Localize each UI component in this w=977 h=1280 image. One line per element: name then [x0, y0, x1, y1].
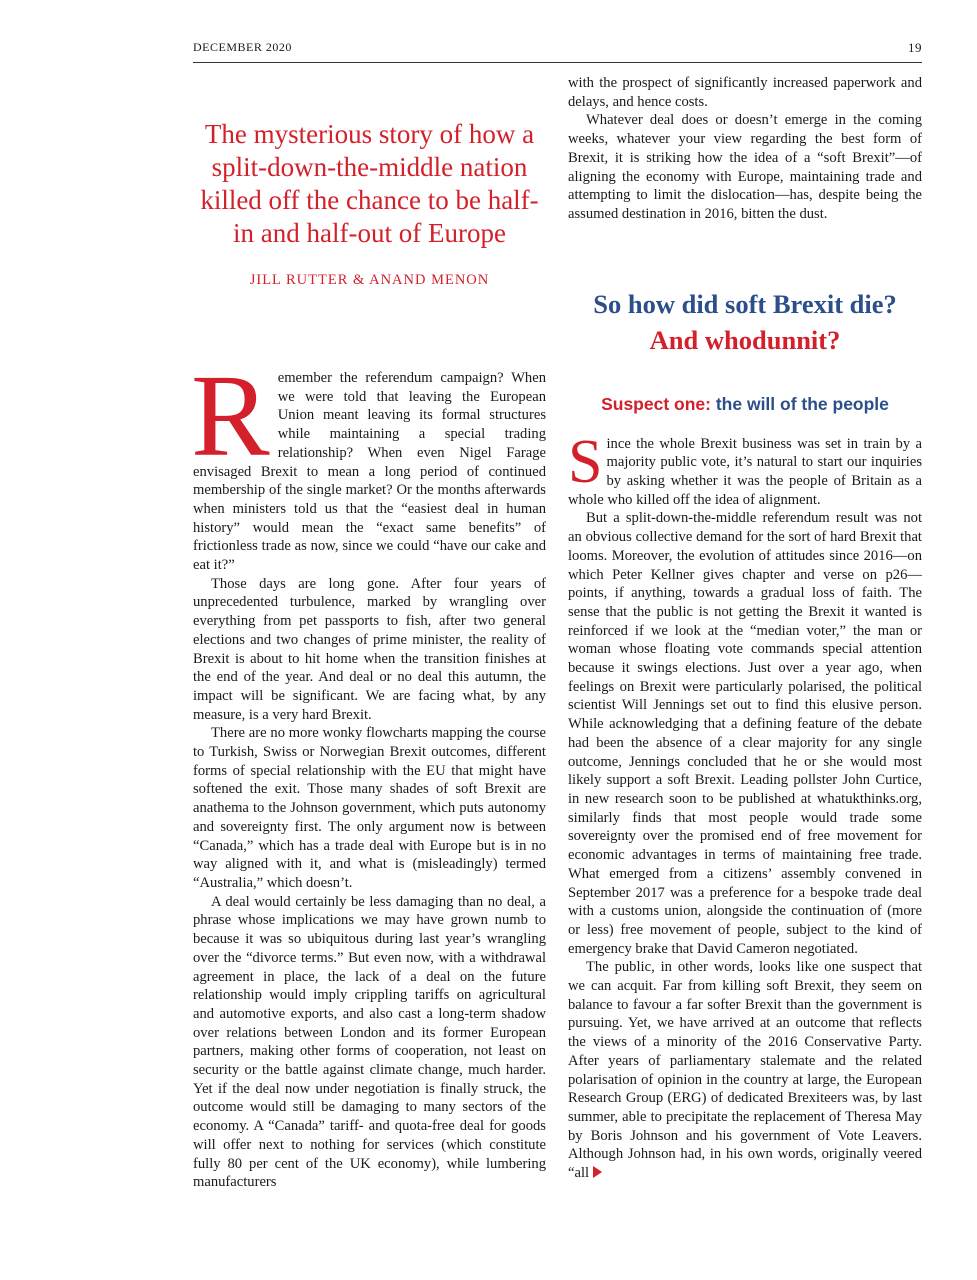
- section-title-line1: So how did soft Brexit die?: [593, 288, 897, 319]
- dropcap-r: R: [191, 350, 270, 481]
- article-headline: The mysterious story of how a split-down-the-middle nation killed off the chance to be half-in and half-out of Europe: [200, 119, 539, 248]
- paragraph: Since the whole Brexit business was set in train by a majority public vote, it’s natural to start our inquiries by asking whether it was the people of Britain as a whole who killed off the idea of alignment.: [568, 427, 922, 508]
- paragraph: There are no more wonky flowcharts mapping the course to Turkish, Swiss or Norwegian Brexit outcomes, different forms of special relationship with the EU that might have softened the exit. Those many shades of soft Brexit are anathema to the Johnson government, which puts autonomy and sovereignty first. The only argument now is between “Canada,” which has a trade deal with Europe but is in no way aligned with it, and what is (misleadingly) termed “Australia,” which doesn’t.: [193, 725, 546, 891]
- suspect-subheading: [568, 394, 922, 415]
- left-body-text: [191, 350, 546, 1192]
- suspect-text: the will of the people: [715, 393, 889, 414]
- paragraph: with the prospect of significantly increased paperwork and delays, and hence costs.: [568, 75, 922, 110]
- dropcap-s: S: [568, 427, 603, 496]
- issue-date: DECEMBER 2020: [193, 40, 292, 54]
- paragraph: Whatever deal does or doesn’t emerge in the coming weeks, whatever your view regarding the best form of Brexit, it is striking how the idea of a “soft Brexit”—of aligning the economy with Europe, maintaining trade and attempting to limit the dislocation—has, despite being the assumed destination in 2016, bitten the dust.: [568, 112, 922, 222]
- right-body-text-bottom: [568, 427, 922, 1183]
- right-column: [568, 74, 922, 1183]
- section-title: [568, 286, 922, 358]
- paragraph: But a split-down-the-middle referendum result was not an obvious collective demand for the sort of hard Brexit that looms. Moreover, the evolution of attitudes since 2016—on which Peter Kellner gives chapter and verse on p26—points, if anything, towards a gradual loss of faith. The sense that the public is not getting the Brexit it wanted is reinforced if we look at the “median voter,” the man or woman whose floating vote commands special attention because it swings elections. Just over a year ago, when feelings on Brexit were particularly polarised, the political scientist Will Jennings set out to find this elusive person. While acknowledging that a defining feature of the debate had been the absence of a clear majority for any single outcome, Jennings concluded that he or she would most likely support a soft Brexit. Leading pollster John Curtice, in new research soon to be published at whatukthinks.org, similarly finds that most people would trade some sovereignty over the promised end of free movement for economic advantages in terms of maintaining free trade. What emerged from a citizens’ assembly convened in September 2017 was a preference for a bespoke trade deal with a customs union, alongside the continuation of (more or less) free movement of people, subject to the kind of emergency brake that David Cameron negotiated.: [568, 510, 922, 957]
- suspect-label: Suspect one:: [601, 393, 711, 414]
- right-body-text-top: [568, 74, 922, 224]
- page-header: [193, 40, 922, 63]
- section-title-line2: And whodunnit?: [649, 324, 841, 355]
- article-byline: JILL RUTTER & ANAND MENON: [249, 272, 490, 288]
- paragraph: Those days are long gone. After four years of unprecedented turbulence, marked by wrangling over everything from pet passports to fish, after two general elections and two changes of prime minister, the reality of Brexit is about to hit home when the transition finishes at the end of the year. And deal or no deal this autumn, the impact will be significant. We are facing what, by any measure, is a very hard Brexit.: [193, 575, 546, 723]
- paragraph: Remember the referendum campaign? When we were told that leaving the European Union meant leaving its formal structures while maintaining a special trading relationship? When even Nigel Farage envisaged Brexit to mean a long period of continued membership of the single market? Or the months afterwards when ministers told us that the “easiest deal in human history” would mean the “exact same benefits” of frictionless trade as now, since we could “have our cake and eat it?”: [191, 350, 546, 574]
- paragraph: A deal would certainly be less damaging than no deal, a phrase whose implications we may have grown numb to because it was so ubiquitous during last year’s wrangling over the “divorce terms.” But even now, with a withdrawal agreement in place, the lack of a deal on the future relationship would imply crippling tariffs on agricultural and automotive exports, and also cast a long-term shadow over relations between London and its former European partners, making other forms of cooperation, not least on security or the battle against climate change, much harder. Yet if the deal now under negotiation is finally struck, the outcome would still be damaging to many sectors of the economy. A “Canada” tariff- and quota-free deal for goods will offer next to nothing for services (which constitute fully 80 per cent of the UK economy), while lumbering manufacturers: [193, 893, 546, 1191]
- paragraph-last: The public, in other words, looks like one suspect that we can acquit. Far from killing soft Brexit, they seem on balance to favour a far softer Brexit than the government is pursuing. Yet, we have arrived at an outcome that reflects the views of a minority of the 2016 Conservative Party. After years of parliamentary stalemate and the related polarisation of opinion in the country at large, the European Research Group (ERG) of dedicated Brexiteers was, by last summer, able to precipitate the replacement of Theresa May by Boris Johnson and his government of Vote Leavers. Although Johnson had, in his own words, originally veered “all: [568, 959, 922, 1182]
- continue-arrow-icon: [593, 1166, 602, 1178]
- page-number: 19: [908, 40, 922, 55]
- left-column: [193, 80, 546, 1192]
